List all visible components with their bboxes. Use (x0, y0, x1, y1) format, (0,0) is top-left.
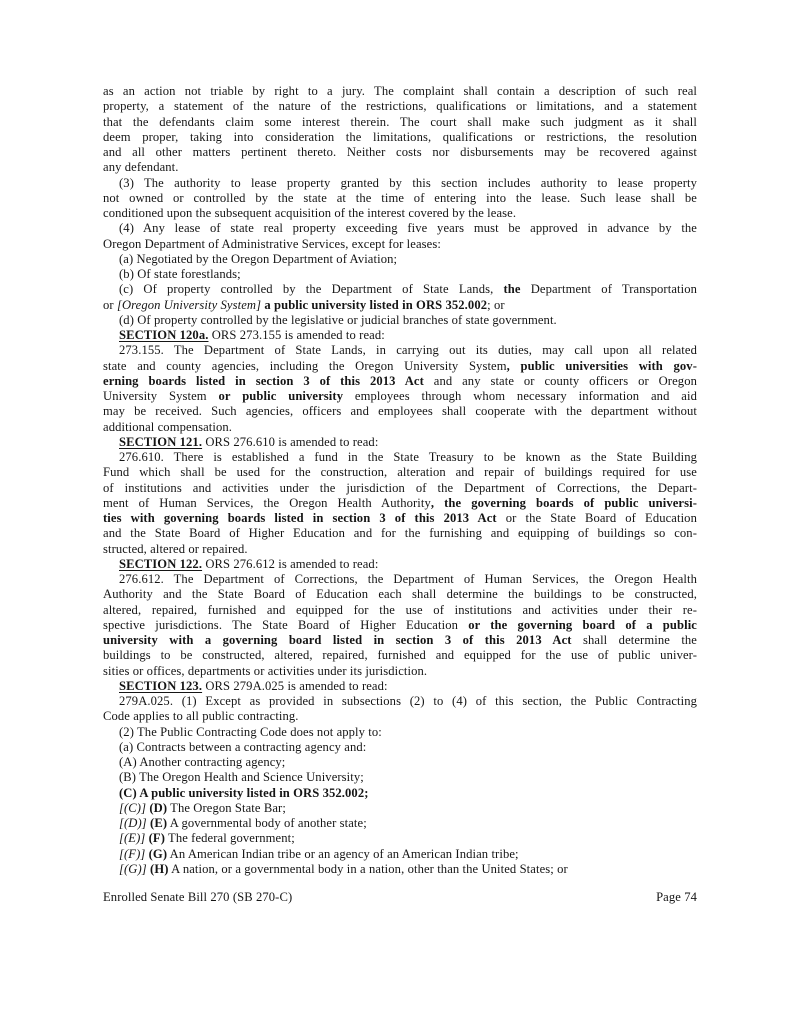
text-line (103, 252, 697, 267)
text-run: (E) (150, 816, 168, 830)
text-line (103, 801, 697, 816)
text-run: the (503, 282, 521, 297)
text-run: of institutions and activities under the jurisdiction of the Department of Corrections, the Depart- (103, 480, 697, 495)
text-run: The Oregon State Bar; (167, 800, 286, 815)
text-run: Authority and the State Board of Education each shall determine the buildings to be constructed, (103, 587, 697, 602)
text-line (103, 603, 697, 618)
text-run: ORS 276.612 is amended to read: (202, 556, 379, 571)
text-line (103, 816, 697, 831)
text-line (103, 511, 697, 526)
text-line (103, 435, 697, 450)
text-run: A nation, or a governmental body in a nation, other than the United States; or (168, 861, 568, 876)
text-line (103, 496, 697, 511)
text-run: ment of Human Services, the Oregon Health Authority (103, 495, 431, 510)
text-run: erning boards listed in section 3 of this 2013 Act (103, 373, 424, 388)
text-line (103, 374, 697, 389)
text-run: additional compensation. (103, 419, 233, 434)
text-line (103, 481, 697, 496)
text-line (103, 389, 697, 404)
text-run: ORS 279A.025 is amended to read: (202, 678, 388, 693)
text-line (103, 633, 697, 648)
document-body (103, 84, 697, 877)
text-run: SECTION 122. (119, 556, 203, 571)
text-line (103, 725, 697, 740)
text-line (103, 206, 697, 221)
text-run: (F) (148, 831, 166, 846)
text-line (103, 694, 697, 709)
text-run: and the State Board of Higher Education and for the furnishing and equipping of buildings so con- (103, 526, 697, 541)
text-run: sities or offices, departments or activities under its jurisdiction. (103, 663, 428, 678)
text-run: (H) (150, 861, 169, 876)
text-run: 276.612. The Department of Corrections, the Department of Human Services, the Oregon Health (119, 572, 697, 586)
text-run: [(F)] (119, 846, 146, 861)
text-run: A governmental body of another state; (167, 816, 367, 830)
text-run: and all other matters pertinent thereto. Neither costs nor disbursements may be recovered against (103, 145, 697, 159)
text-run: state and county agencies, including the Oregon University System (103, 358, 507, 373)
text-run: SECTION 121. (119, 434, 203, 449)
text-run: Department of Transportation (520, 282, 697, 297)
text-line (103, 160, 697, 175)
text-line (103, 420, 697, 435)
text-run: 279A.025. (1) Except as provided in subsections (2) to (4) of this section, the Public Contracting (119, 694, 697, 708)
text-run: may be received. Such agencies, officers and employees shall cooperate with the department without (103, 404, 697, 419)
text-run: employees through whom necessary information and aid (343, 389, 697, 403)
text-line (103, 450, 697, 465)
text-line (103, 359, 697, 374)
text-line (103, 313, 697, 328)
text-line (103, 770, 697, 785)
text-line (103, 176, 697, 191)
text-line (103, 298, 697, 313)
text-line (103, 862, 697, 877)
text-run: (d) Of property controlled by the legislative or judicial branches of state government. (119, 312, 557, 327)
text-run: [(D)] (119, 816, 147, 830)
text-line (103, 786, 697, 801)
text-line (103, 343, 697, 358)
text-line (103, 465, 697, 480)
text-line (103, 847, 697, 862)
text-line (103, 282, 697, 297)
text-run: ORS 276.610 is amended to read: (202, 434, 379, 449)
text-run: (A) Another contracting agency; (119, 755, 286, 769)
text-run: not owned or controlled by the state at the time of entering into the lease. Such lease shall be (103, 190, 697, 205)
text-run: ORS 273.155 is amended to read: (208, 328, 385, 342)
text-line (103, 587, 697, 602)
text-line (103, 740, 697, 755)
text-run: conditioned upon the subsequent acquisition of the interest covered by the lease. (103, 206, 517, 220)
text-line (103, 709, 697, 724)
text-run: [(C)] (119, 800, 147, 815)
text-run: The federal government; (165, 831, 295, 846)
text-line (103, 191, 697, 206)
text-line (103, 557, 697, 572)
text-run: ties with governing boards listed in section 3 of this 2013 Act (103, 511, 497, 525)
text-run: [(E)] (119, 831, 146, 846)
text-line (103, 145, 697, 160)
text-line (103, 542, 697, 557)
text-run: (G) (148, 846, 168, 861)
text-run: as an action not triable by right to a jury. The complaint shall contain a description of such real (103, 84, 697, 98)
text-run: 276.610. There is established a fund in the State Treasury to be known as the State Building (119, 450, 697, 464)
text-run: (a) Negotiated by the Oregon Department of Aviation; (119, 251, 398, 266)
text-run: (3) The authority to lease property granted by this section includes authority to lease property (119, 175, 697, 190)
text-run: or (103, 297, 117, 312)
text-run: or the State Board of Education (496, 511, 697, 525)
text-run: university with a governing board listed in section 3 of this 2013 Act (103, 633, 572, 647)
text-line (103, 572, 697, 587)
footer-document-title: Enrolled Senate Bill 270 (SB 270-C) (103, 890, 293, 904)
text-run: that the defendants claim some interest therein. The court shall make such judgment as it shall (103, 114, 697, 129)
text-run: (a) Contracts between a contracting agency and: (119, 739, 367, 754)
page-footer (103, 890, 697, 905)
text-line (103, 404, 697, 419)
text-run: , the governing boards of public universi- (430, 495, 697, 510)
text-line (103, 679, 697, 694)
text-run: spective jurisdictions. The State Board of Higher Education (103, 617, 469, 632)
text-run: or the governing board of a public (468, 617, 697, 632)
text-run: (C) A public university listed in ORS 352.002; (119, 785, 369, 800)
text-run: shall determine the (571, 633, 697, 647)
text-run: Fund which shall be used for the construction, alteration and repair of buildings required for use (103, 465, 697, 480)
text-line (103, 130, 697, 145)
text-run: (b) Of state forestlands; (119, 267, 241, 281)
text-line (103, 664, 697, 679)
text-run: SECTION 123. (119, 678, 203, 693)
text-line (103, 618, 697, 633)
text-line (103, 648, 697, 663)
text-line (103, 755, 697, 770)
text-run: [(G)] (119, 861, 147, 876)
text-run: An American Indian tribe or an agency of an American Indian tribe; (167, 846, 519, 861)
text-run: (2) The Public Contracting Code does not apply to: (119, 724, 382, 739)
text-run: structed, altered or repaired. (103, 541, 248, 556)
text-run: any defendant. (103, 160, 179, 175)
text-run: (D) (149, 800, 168, 815)
text-run: property, a statement of the nature of the restrictions, qualifications or limitations, and a statement (103, 99, 697, 114)
text-run: buildings to be constructed, altered, repaired, furnished and equipped for the use of public univer- (103, 648, 697, 663)
footer-page-number: Page 74 (656, 890, 697, 904)
text-run: (c) Of property controlled by the Department of State Lands, (119, 282, 504, 297)
text-line (103, 831, 697, 846)
text-run: (B) The Oregon Health and Science University; (119, 770, 364, 785)
text-run: Code applies to all public contracting. (103, 709, 299, 724)
text-line (103, 99, 697, 114)
text-run: deem proper, taking into consideration the limitations, qualifications or restrictions, the resolution (103, 129, 697, 144)
text-run: or public university (218, 389, 344, 403)
text-run: ; or (487, 297, 505, 312)
text-run: , public universities with gov- (506, 358, 697, 373)
text-line (103, 237, 697, 252)
text-run: (4) Any lease of state real property exceeding five years must be approved in advance by the (119, 221, 697, 236)
text-run: 273.155. The Department of State Lands, in carrying out its duties, may call upon all related (119, 343, 697, 358)
text-run: SECTION 120a. (119, 328, 209, 342)
text-run: a public university listed in ORS 352.002 (264, 297, 488, 312)
text-run: [Oregon University System] (116, 297, 262, 312)
text-run: Oregon Department of Administrative Services, except for leases: (103, 236, 441, 251)
text-line (103, 84, 697, 99)
text-line (103, 267, 697, 282)
text-line (103, 115, 697, 130)
text-run: University System (103, 389, 219, 403)
text-run: and any state or county officers or Oregon (423, 373, 697, 388)
text-run: altered, repaired, furnished and equipped for the use of institutions and activities under their re- (103, 602, 697, 617)
text-line (103, 526, 697, 541)
text-line (103, 221, 697, 236)
text-line (103, 328, 697, 343)
